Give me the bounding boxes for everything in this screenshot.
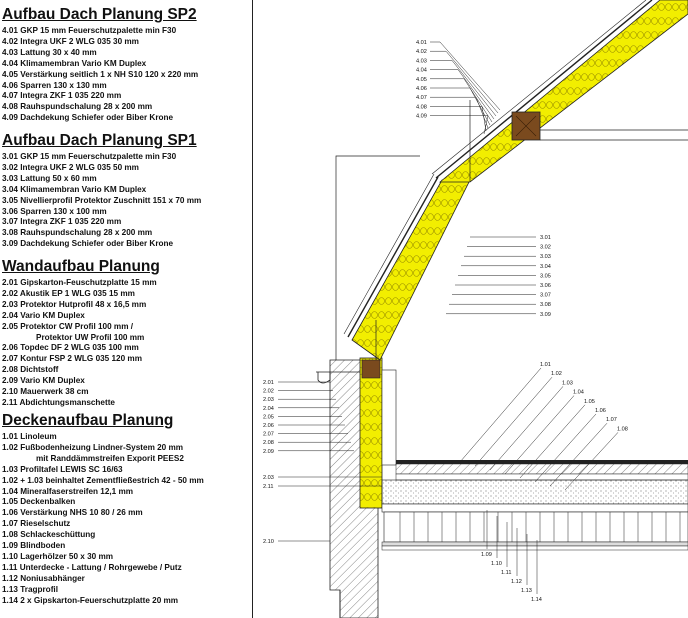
legend-item: 3.06 Sparren 130 x 100 mm: [2, 206, 107, 216]
legend-item: 1.07 Rieselschutz: [2, 519, 71, 529]
legend-item: 3.07 Integra ZKF 1 035 220 mm: [2, 217, 122, 227]
legend-item: 1.06 Verstärkung NHS 10 80 / 26 mm: [2, 508, 143, 518]
legend-item: 2.04 Vario KM Duplex: [2, 310, 85, 320]
drawing-label: 3.08: [540, 302, 551, 309]
drawing-label: 1.09: [481, 552, 492, 558]
leader-line: [446, 51, 498, 113]
legend-item: 1.08 Schlackeschüttung: [2, 530, 96, 540]
drawing-label: 1.14: [531, 597, 542, 603]
drawing-label: 2.10: [263, 539, 274, 545]
legend-item: 4.03 Lattung 30 x 40 mm: [2, 47, 97, 57]
legend-item: 4.05 Verstärkung seitlich 1 x NH S10 120 x 220 mm: [2, 69, 199, 79]
drawing-label: 3.04: [540, 263, 551, 270]
section-title: Aufbau Dach Planung SP1: [2, 132, 197, 149]
drawing-label: 2.05: [263, 414, 274, 421]
section-title: Deckenaufbau Planung: [2, 412, 174, 429]
legend-item: 2.05 Protektor CW Profil 100 mm /: [2, 321, 134, 331]
drawing-label: 3.02: [540, 244, 551, 251]
drawing-label: 4.02: [416, 49, 427, 56]
legend-item: Protektor UW Profil 100 mm: [36, 332, 145, 342]
legend-item: 1.03 Profiltafel LEWIS SC 16/63: [2, 464, 123, 474]
legend-item: 2.07 Kontur FSP 2 WLG 035 120 mm: [2, 354, 142, 364]
drawing-label: 1.13: [521, 588, 532, 594]
drawing-label: 4.04: [416, 67, 427, 74]
legend-item: 1.05 Deckenbalken: [2, 497, 76, 507]
drawing-label: 1.11: [501, 570, 512, 576]
drawing-label: 2.08: [263, 440, 274, 447]
legend-item: 1.09 Blindboden: [2, 541, 66, 550]
roof-sp2: [432, 0, 688, 182]
legend-item: 4.04 Klimamembran Vario KM Duplex: [2, 58, 147, 68]
legend-item: 2.08 Dichtstoff: [2, 365, 59, 375]
legend-item: 1.12 Noniusabhänger: [2, 573, 85, 583]
ceiling-hangers: [400, 512, 680, 542]
drawing-label: 2.09: [263, 448, 274, 455]
drawing-label: 1.12: [511, 579, 522, 585]
drawing-label: 1.07: [606, 417, 617, 424]
drawing-label: 2.02: [263, 388, 274, 395]
drawing-label: 3.03: [540, 254, 551, 261]
legend-item: 4.07 Integra ZKF 1 035 220 mm: [2, 91, 122, 101]
legend-item: 2.09 Vario KM Duplex: [2, 376, 85, 386]
legend-item: 1.02 + 1.03 beinhaltet Zementfließestrich 42 - 50 mm: [2, 475, 204, 485]
drawing-label: 3.09: [540, 311, 551, 318]
legend-item: 4.08 Rauhspundschalung 28 x 200 mm: [2, 102, 153, 112]
legend-item: 1.11 Unterdecke - Lattung / Rohrgewebe / Putz: [2, 562, 182, 572]
drawing-label: 4.09: [416, 113, 427, 120]
legend-item: 3.08 Rauhspundschalung 28 x 200 mm: [2, 228, 153, 238]
drawing-label: 4.03: [416, 58, 427, 65]
legend-item: 3.02 Integra UKF 2 WLG 035 50 mm: [2, 162, 139, 172]
legend-item: 2.11 Abdichtungsmanschette: [2, 397, 115, 407]
leader-line: [440, 42, 500, 110]
drawing-label: 3.06: [540, 283, 551, 289]
drawing-label: 2.06: [263, 423, 274, 429]
legend-item: 4.01 GKP 15 mm Feuerschutzpalette min F30: [2, 26, 177, 35]
section-title: Wandaufbau Planung: [2, 258, 160, 275]
legend-item: 4.06 Sparren 130 x 130 mm: [2, 80, 107, 90]
legend-item: 4.02 Integra UKF 2 WLG 035 30 mm: [2, 36, 139, 46]
drawing-label: 4.05: [416, 76, 427, 83]
drawing-label: 1.10: [491, 561, 502, 567]
leader-line: [490, 386, 563, 470]
legend-item: 1.02 Fußbodenheizung Lindner-System 20 mm: [2, 442, 184, 452]
legend-item: 1.04 Mineralfaserstreifen 12,1 mm: [2, 486, 134, 496]
drawing-label: 1.06: [595, 408, 606, 414]
drawing-label: 2.03: [263, 397, 274, 404]
drawing-label: 1.04: [573, 389, 584, 396]
drawing-label: 1.03: [562, 380, 573, 387]
legend-item: 1.14 2 x Gipskarton-Feuerschutzplatte 20 mm: [2, 595, 179, 605]
legend-item: 3.03 Lattung 50 x 60 mm: [2, 173, 97, 183]
drawing-label: 3.07: [540, 292, 551, 299]
legend-item: 1.01 Linoleum: [2, 432, 57, 441]
drawing-label: 1.02: [551, 371, 562, 378]
legend-item: 2.03 Protektor Hutprofil 48 x 16,5 mm: [2, 299, 147, 309]
drawing-label: 3.05: [540, 273, 551, 280]
legend-item: mit Randdämmstreifen Exporit PEES2: [36, 453, 184, 463]
drawing-label: 4.01: [416, 40, 427, 46]
legend-item: 2.01 Gipskarton-Feuschutzplatte 15 mm: [2, 278, 157, 287]
legend-item: 2.10 Mauerwerk 38 cm: [2, 387, 89, 396]
drawing-label: 4.06: [416, 86, 427, 92]
legend-item: 2.02 Akustik EP 1 WLG 035 15 mm: [2, 288, 135, 298]
leader-line: [475, 377, 552, 466]
section-title: Aufbau Dach Planung SP2: [2, 6, 197, 23]
legend-item: 3.05 Nivellierprofil Protektor Zuschnitt 151 x 70 mm: [2, 195, 202, 205]
drawing-label: 2.03: [263, 475, 274, 481]
drawing-label: 2.01: [263, 380, 274, 386]
legend-item: 3.09 Dachdekung Schiefer oder Biber Krone: [2, 239, 174, 249]
legend-item: 2.06 Topdec DF 2 WLG 035 100 mm: [2, 343, 139, 353]
legend-item: 1.13 Tragprofil: [2, 584, 58, 594]
roof-sp1: [344, 174, 470, 360]
legend-item: 3.01 GKP 15 mm Feuerschutzpalette min F30: [2, 152, 177, 161]
drawing-label: 1.05: [584, 398, 595, 405]
legend-item: 4.09 Dachdekung Schiefer oder Biber Krone: [2, 113, 174, 123]
drawing-label: 4.08: [416, 104, 427, 111]
leader-line: [484, 116, 488, 134]
legend-item: 1.10 Lagerhölzer 50 x 30 mm: [2, 551, 114, 561]
drawing-label: 3.01: [540, 235, 551, 241]
leader-line: [460, 368, 541, 462]
drawing-label: 1.01: [540, 362, 551, 368]
drawing-label: 1.08: [617, 426, 628, 433]
drawing-label: 2.11: [263, 484, 274, 490]
drawing-label: 2.07: [263, 431, 274, 438]
drawing-label: 4.07: [416, 95, 427, 102]
leader-line: [458, 70, 494, 119]
legend-item: 3.04 Klimamembran Vario KM Duplex: [2, 184, 147, 194]
drawing-label: 2.04: [263, 405, 274, 412]
